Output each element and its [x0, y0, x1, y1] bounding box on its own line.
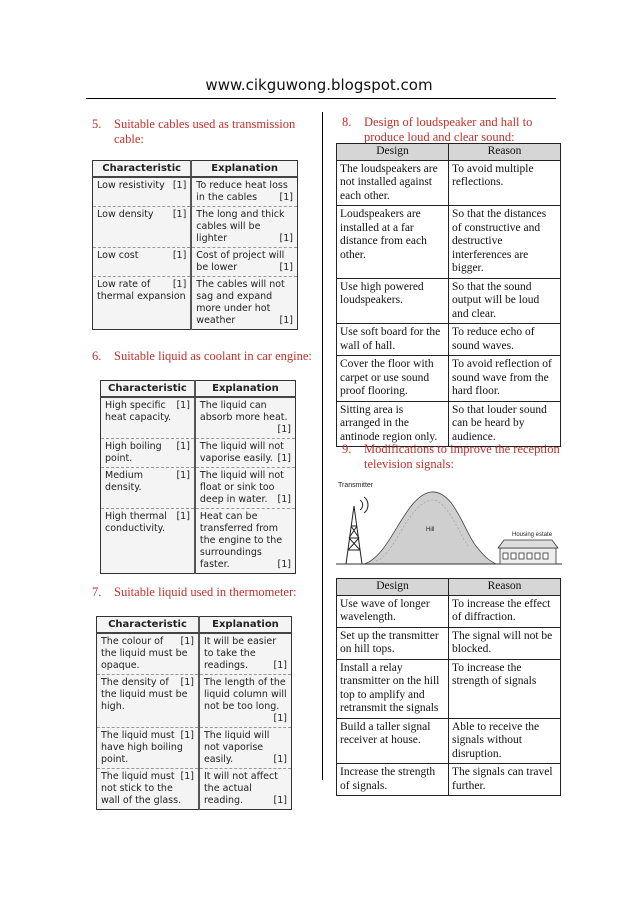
table-row — [337, 160, 561, 206]
q6-number: 6. — [92, 349, 102, 363]
explanation-text: It will not affect the actual reading. — [203, 771, 278, 806]
q6-table — [100, 380, 296, 574]
explanation-text: It will be easier to take the readings. — [203, 636, 277, 671]
explanation-cell — [191, 177, 297, 207]
explanation-text: To reduce heat loss in the cables — [196, 180, 288, 203]
explanation-cell — [195, 397, 296, 439]
q6-title: Suitable liquid as coolant in car engine: — [114, 349, 312, 363]
column-divider — [322, 112, 323, 780]
q5-heading — [92, 117, 314, 149]
mark: [1] — [279, 315, 293, 326]
mark: [1] — [279, 262, 293, 273]
q7-table — [96, 616, 292, 810]
explanation-text: The long and thick cables will be lighter — [196, 209, 285, 244]
characteristic-text: The liquid must have high boiling point. — [101, 730, 183, 765]
column-header: Reason — [449, 144, 561, 161]
mark: [1] — [277, 453, 291, 464]
reason-cell: So that louder sound can be heard by audience. — [449, 401, 561, 447]
characteristic-cell — [93, 177, 192, 207]
column-header: Explanation — [199, 617, 292, 634]
mark: [1] — [176, 470, 190, 481]
column-header: Characteristic — [97, 617, 199, 634]
mark: [1] — [273, 754, 287, 765]
q8-number: 8. — [342, 115, 352, 129]
column-header: Explanation — [191, 161, 297, 178]
mark: [1] — [176, 441, 190, 452]
explanation-text: The cables will not sag and expand more under hot weather — [196, 279, 285, 326]
mark: [1] — [273, 713, 287, 724]
table-row — [337, 595, 561, 627]
q7-title: Suitable liquid used in thermometer: — [114, 585, 297, 599]
characteristic-cell — [97, 633, 199, 675]
characteristic-cell — [101, 439, 195, 468]
mark: [1] — [277, 559, 291, 570]
characteristic-text: High specific heat capacity. — [105, 400, 172, 423]
characteristic-cell — [97, 728, 199, 769]
explanation-text: The liquid will not float or sink too deep in water. — [199, 470, 284, 505]
hill-shape — [364, 492, 496, 564]
column-header: Explanation — [195, 381, 296, 398]
characteristic-cell — [101, 509, 195, 574]
mark: [1] — [172, 180, 187, 191]
transmitter-label: Transmitter — [338, 482, 374, 489]
header-row — [337, 579, 561, 596]
reason-cell: So that the sound output will be loud and clear. — [449, 278, 561, 324]
q8-title: Design of loudspeaker and hall to produce loud and clear sound: — [364, 115, 533, 144]
explanation-cell — [191, 277, 297, 330]
mark: [1] — [277, 424, 291, 435]
explanation-text: The liquid will not vaporise easily. — [203, 730, 270, 765]
characteristic-text: The colour of the liquid must be opaque. — [101, 636, 188, 671]
mark: [1] — [277, 494, 291, 505]
mark: [1] — [279, 192, 293, 203]
column-header: Characteristic — [101, 381, 195, 398]
explanation-cell — [199, 728, 292, 769]
explanation-cell — [195, 468, 296, 509]
characteristic-text: Low resistivity — [97, 180, 165, 191]
characteristic-text: Medium density. — [105, 470, 143, 493]
q7-heading — [92, 585, 318, 601]
characteristic-text: Low rate of thermal expansion — [97, 279, 186, 302]
header-rule — [86, 98, 556, 99]
column-header: Reason — [449, 579, 561, 596]
site-url: www.cikguwong.blogspot.com — [205, 76, 433, 94]
reason-cell: To avoid reflection of sound wave from the hard floor. — [449, 356, 561, 402]
table-row — [101, 509, 296, 574]
table-row — [93, 177, 298, 207]
hill-label: Hill — [426, 527, 435, 533]
mark: [1] — [176, 400, 190, 411]
design-cell: Set up the transmitter on hill tops. — [337, 627, 449, 659]
characteristic-cell — [93, 248, 192, 277]
header-row — [97, 617, 292, 634]
explanation-cell — [199, 633, 292, 675]
mark: [1] — [176, 511, 190, 522]
q8-table — [336, 143, 561, 447]
mark: [1] — [180, 636, 194, 647]
characteristic-cell — [97, 769, 199, 810]
explanation-cell — [199, 675, 292, 728]
reason-cell: To avoid multiple reflections. — [449, 160, 561, 206]
housing-estate-icon — [498, 540, 558, 564]
design-cell: Cover the floor with carpet or use sound proof flooring. — [337, 356, 449, 402]
characteristic-text: The density of the liquid must be high. — [101, 677, 188, 712]
characteristic-cell — [97, 675, 199, 728]
mark: [1] — [172, 279, 187, 290]
reason-cell: Able to receive the signals without disruption. — [449, 718, 561, 764]
table-row — [97, 728, 292, 769]
mark: [1] — [279, 233, 293, 244]
table-row — [337, 718, 561, 764]
design-cell: Use high powered loudspeakers. — [337, 278, 449, 324]
characteristic-text: Low cost — [97, 250, 139, 261]
column-header: Characteristic — [93, 161, 192, 178]
explanation-text: The liquid can absorb more heat. — [199, 400, 288, 423]
q9-table — [336, 578, 561, 796]
q5-table — [92, 160, 298, 330]
reason-cell: The signal will not be blocked. — [449, 627, 561, 659]
explanation-text: The liquid will not vaporise easily. — [199, 441, 284, 464]
reception-diagram — [336, 476, 562, 568]
mark: [1] — [180, 677, 194, 688]
table-row — [337, 627, 561, 659]
header-row — [93, 161, 298, 178]
explanation-text: Heat can be transferred from the engine to the surroundings faster. — [199, 511, 283, 570]
table-row — [101, 397, 296, 439]
characteristic-text: High boiling point. — [105, 441, 162, 464]
mark: [1] — [180, 771, 194, 782]
characteristic-cell — [101, 468, 195, 509]
design-cell: Build a taller signal receiver at house. — [337, 718, 449, 764]
table-row — [337, 356, 561, 402]
characteristic-text: The liquid must not stick to the wall of the glass. — [101, 771, 182, 806]
header-row — [101, 381, 296, 398]
explanation-text: The length of the liquid column will not be too long. — [203, 677, 287, 712]
explanation-cell — [195, 509, 296, 574]
design-cell: Use wave of longer wavelength. — [337, 595, 449, 627]
reason-cell: To reduce echo of sound waves. — [449, 324, 561, 356]
characteristic-cell — [93, 207, 192, 248]
housing-label: Housing estate — [512, 532, 553, 538]
q9-title: Modifications to improve the reception television signals: — [364, 442, 560, 471]
reason-cell: To increase the effect of diffraction. — [449, 595, 561, 627]
q7-number: 7. — [92, 585, 102, 599]
table-row — [337, 659, 561, 718]
mark: [1] — [273, 660, 287, 671]
explanation-cell — [191, 207, 297, 248]
q8-heading — [342, 115, 564, 145]
table-row — [337, 401, 561, 447]
header-row — [337, 144, 561, 161]
design-cell: Install a relay transmitter on the hill top to amplify and retransmit the signals — [337, 659, 449, 718]
table-row — [93, 248, 298, 277]
characteristic-text: Low density — [97, 209, 154, 220]
explanation-cell — [199, 769, 292, 810]
table-row — [97, 769, 292, 810]
table-row — [97, 633, 292, 675]
design-cell: The loudspeakers are not installed against each other. — [337, 160, 449, 206]
table-row — [337, 324, 561, 356]
column-header: Design — [337, 579, 449, 596]
q9-number: 9. — [342, 442, 352, 456]
table-row — [337, 206, 561, 279]
explanation-cell — [191, 248, 297, 277]
explanation-text: Cost of project will be lower — [196, 250, 285, 273]
characteristic-cell — [93, 277, 192, 330]
mark: [1] — [180, 730, 194, 741]
table-row — [93, 277, 298, 330]
mark: [1] — [273, 795, 287, 806]
table-row — [93, 207, 298, 248]
mark: [1] — [172, 250, 187, 261]
reason-cell: The signals can travel further. — [449, 764, 561, 796]
q6-heading — [92, 349, 318, 365]
table-row — [337, 278, 561, 324]
table-row — [337, 764, 561, 796]
reason-cell: So that the distances of constructive and destructive interferences are bigger. — [449, 206, 561, 279]
table-row — [97, 675, 292, 728]
table-row — [101, 439, 296, 468]
design-cell: Loudspeakers are installed at a far distance from each other. — [337, 206, 449, 279]
reason-cell: To increase the strength of signals — [449, 659, 561, 718]
mark: [1] — [172, 209, 187, 220]
column-header: Design — [337, 144, 449, 161]
q5-title: Suitable cables used as transmission cable: — [114, 117, 296, 146]
q9-heading — [342, 442, 564, 472]
design-cell: Increase the strength of signals. — [337, 764, 449, 796]
characteristic-cell — [101, 397, 195, 439]
explanation-cell — [195, 439, 296, 468]
table-row — [101, 468, 296, 509]
design-cell: Sitting area is arranged in the antinode region only. — [337, 401, 449, 447]
transmitter-tower-icon — [346, 497, 368, 564]
characteristic-text: High thermal conductivity. — [105, 511, 167, 534]
q5-number: 5. — [92, 117, 102, 131]
design-cell: Use soft board for the wall of hall. — [337, 324, 449, 356]
